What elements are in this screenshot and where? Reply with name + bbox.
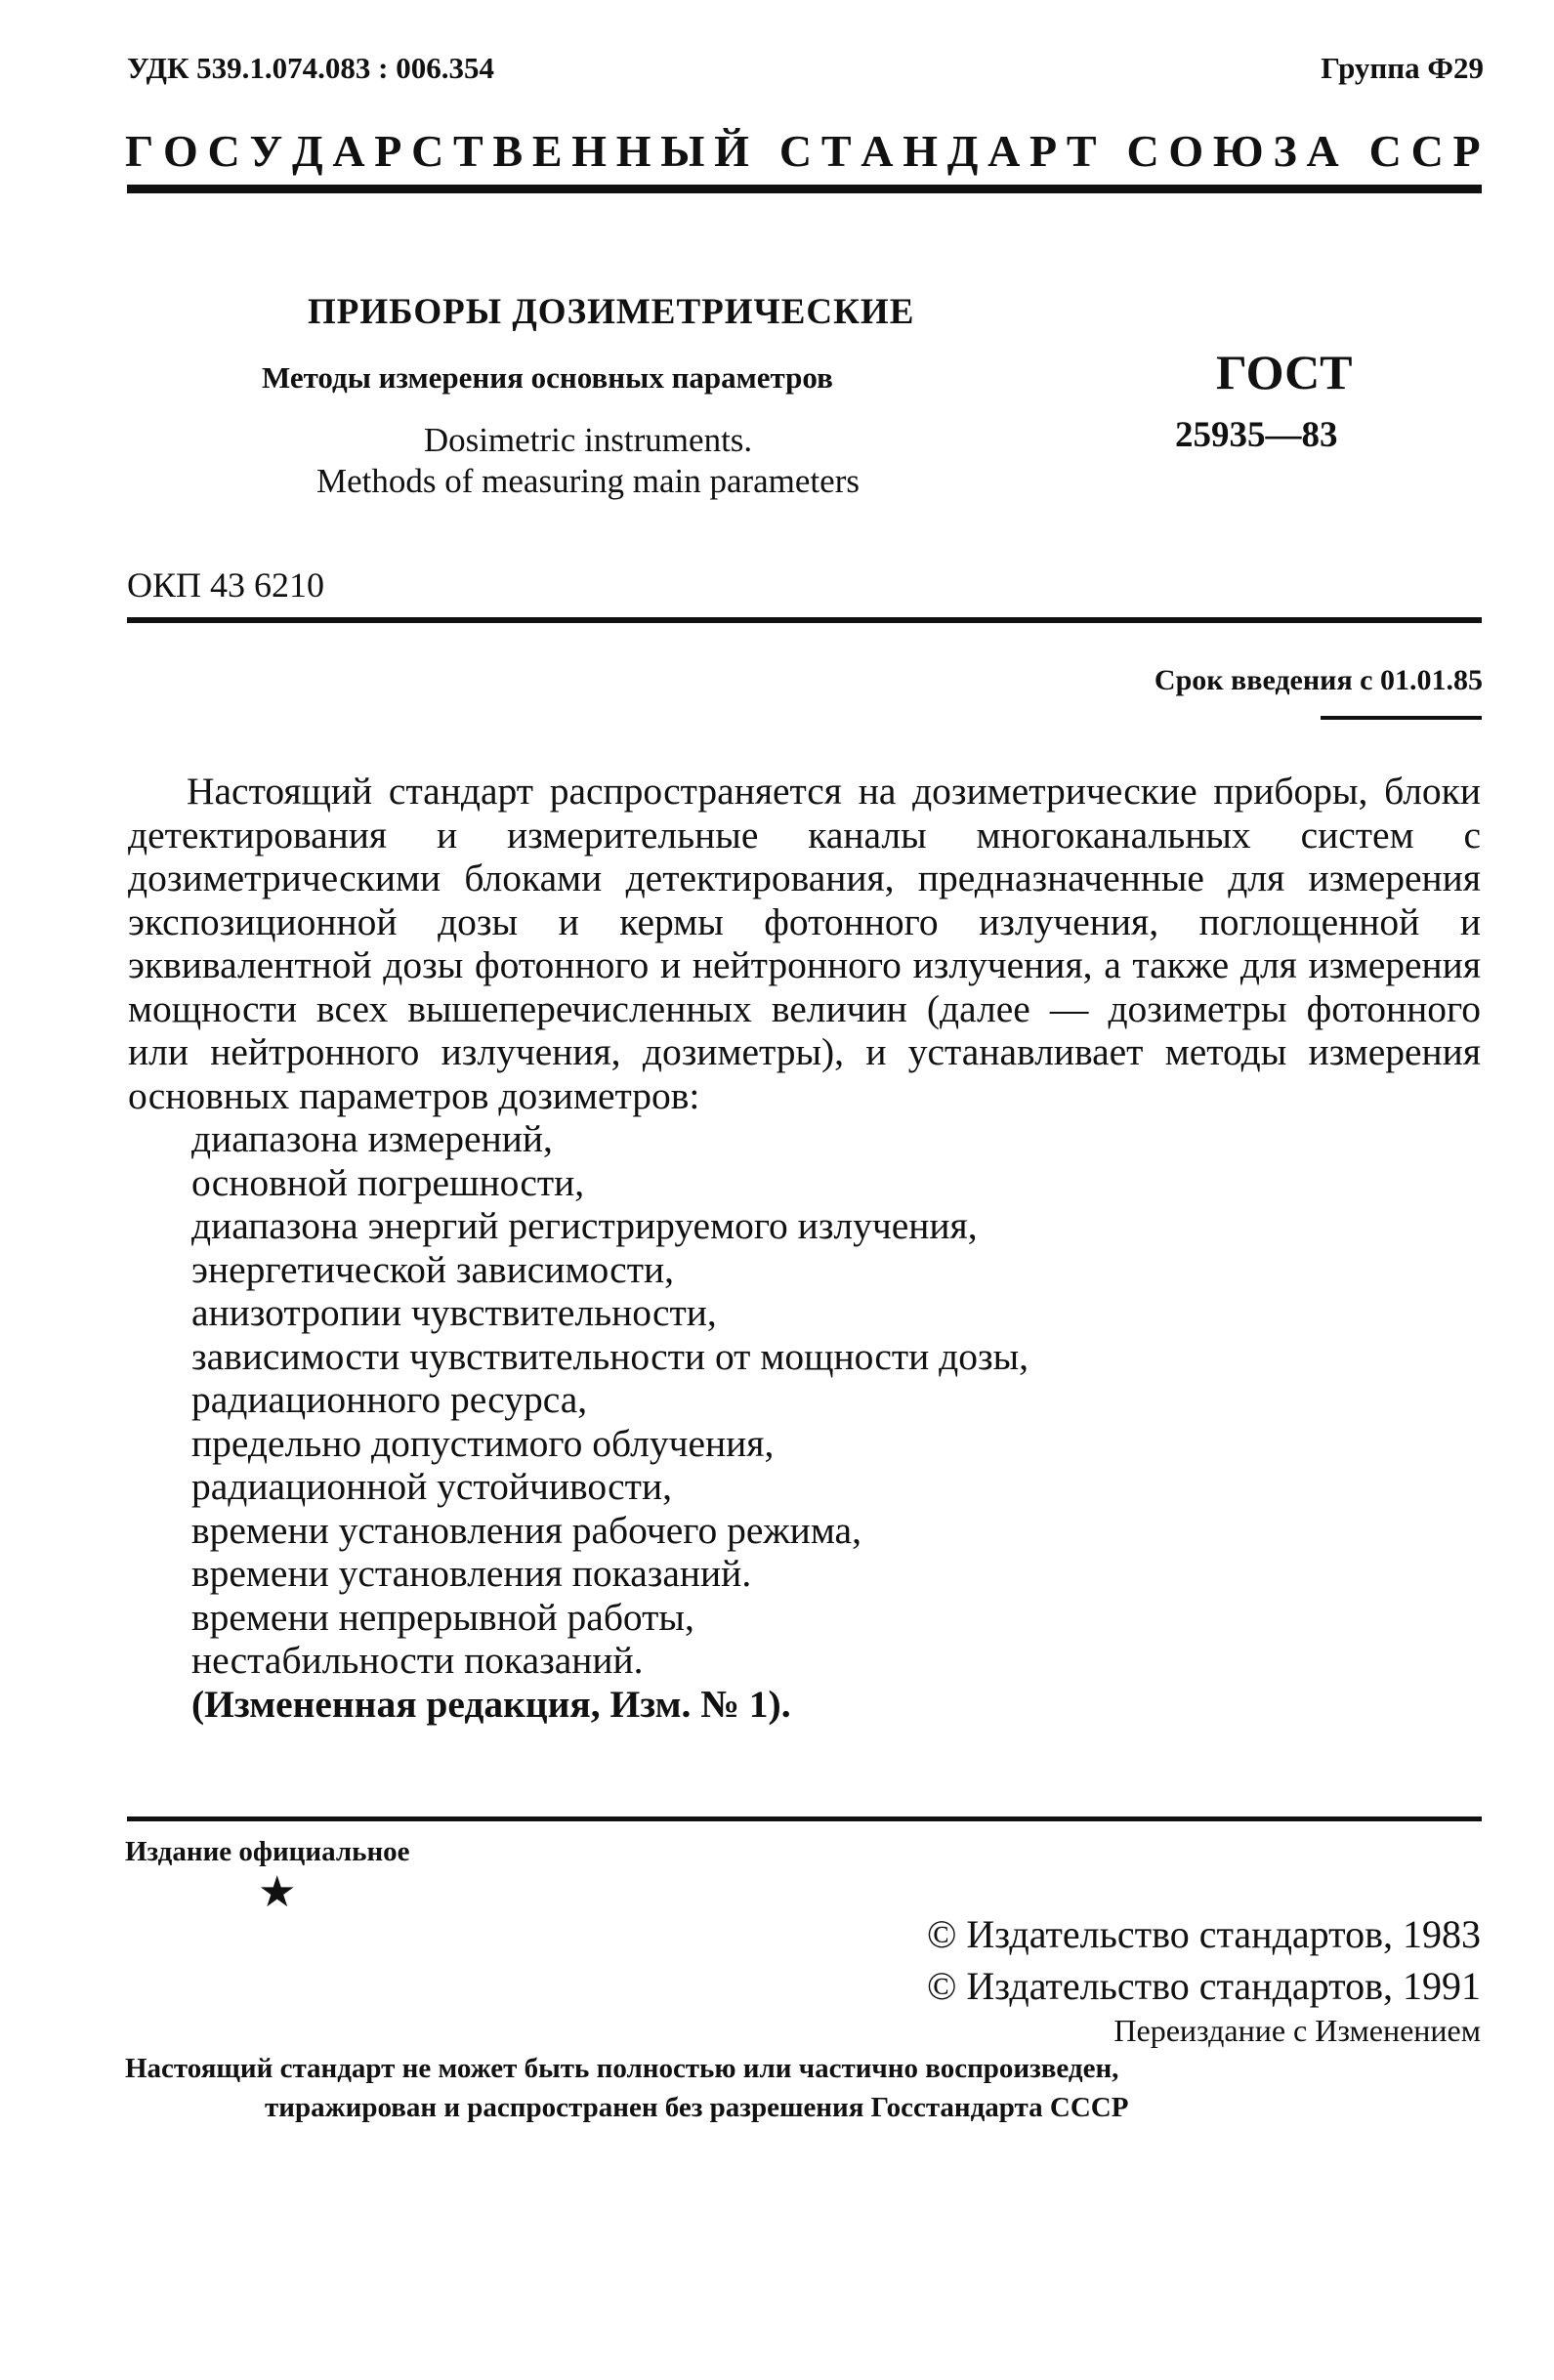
list-item: энергетической зависимости, — [191, 1247, 674, 1291]
list-item: времени установления показаний. — [191, 1552, 752, 1595]
heading-letter: Н — [903, 126, 938, 176]
official-edition-label: Издание официальное — [125, 1836, 410, 1867]
list-item: диапазона энергий регистрируемого излучения, — [191, 1204, 978, 1247]
amendment-note: (Измененная редакция, Изм. № 1). — [191, 1682, 791, 1726]
list-item: анизотропии чувствительности, — [191, 1291, 717, 1334]
heading-letter: А — [1306, 126, 1339, 176]
heading-letter: А — [332, 126, 365, 176]
heading-letter: Т — [1066, 126, 1097, 176]
heading-letter: А — [861, 126, 894, 176]
list-item: времени установления рабочего режима, — [191, 1508, 861, 1552]
copyright-1983: © Издательство стандартов, 1983 — [926, 1912, 1481, 1956]
star-icon: ★ — [258, 1868, 297, 1916]
list-item: нестабильности показаний. — [191, 1639, 644, 1682]
heading-letter: С — [207, 126, 240, 176]
heading-letter: Д — [291, 126, 323, 176]
effective-date: Срок введения с 01.01.85 — [1154, 664, 1483, 696]
udk-code: УДК 539.1.074.083 : 006.354 — [127, 51, 494, 85]
heading-letter: Н — [571, 126, 608, 176]
english-title — [266, 420, 910, 502]
gost-number: 25935—83 — [1175, 415, 1338, 455]
okp-code: ОКП 43 6210 — [127, 565, 325, 605]
document-body — [128, 770, 1481, 1726]
reproduction-notice-line-2: тиражирован и распространен без разрешения Госстандарта СССР — [265, 2092, 1129, 2123]
heading-letter: С — [411, 126, 444, 176]
heading-letter: С — [1126, 126, 1159, 176]
heading-letter: А — [987, 126, 1021, 176]
heading-letter: З — [1273, 126, 1297, 176]
document-subtitle: Методы измерения основных параметров — [262, 360, 833, 395]
list-item: диапазона измерений, — [191, 1117, 553, 1160]
copyright-1991: © Издательство стандартов, 1991 — [926, 1964, 1481, 2008]
reproduction-notice-line-1: Настоящий стандарт не может быть полностью или частично воспроизведен, — [125, 2053, 1119, 2084]
heading-letter: С — [778, 126, 813, 176]
heading-letter: О — [163, 126, 198, 176]
list-item: радиационной устойчивости, — [191, 1465, 672, 1508]
heading-letter: Ы — [660, 126, 705, 176]
heading-letter: Д — [946, 126, 979, 176]
heading-letter — [759, 125, 771, 177]
okp-divider — [127, 617, 1482, 623]
document-title: ПРИБОРЫ ДОЗИМЕТРИЧЕСКИЕ — [308, 292, 915, 332]
heading-letter — [1348, 125, 1360, 177]
heading-letter: Й — [714, 126, 749, 176]
list-item: зависимости чувствительности от мощности дозы, — [191, 1334, 1029, 1378]
heading-letter: Н — [615, 126, 651, 176]
list-item: радиационного ресурса, — [191, 1378, 588, 1421]
heading-letter: У — [249, 126, 283, 176]
list-item: предельно допустимого облучения, — [191, 1421, 775, 1465]
heading-letter: Р — [374, 126, 402, 176]
heading-letter: Т — [820, 126, 852, 176]
scope-paragraph: Настоящий стандарт распространяется на дозиметрические приборы, блоки детектирования и измерительные каналы многоканальных систем с дозиметрическими блоками детектирования, предназначенные для измерения экспозиционной дозы и кермы фотонного излучения, поглощенной и эквивалентной дозы фотонного и нейтронного излучения, а также для измерения мощности всех вышеперечисленных величин (далее — дозиметры фотонного или нейтронного излучения, дозиметры), и устанавливает методы измерения основных параметров дозиметров: — [128, 770, 1481, 1117]
heading-letter: Е — [531, 126, 563, 176]
parameter-list — [191, 1117, 1481, 1683]
heading-letter: С — [1368, 126, 1402, 176]
list-item: времени непрерывной работы, — [191, 1595, 694, 1639]
heading-letter — [1106, 125, 1117, 177]
heading-letter: Р — [1452, 126, 1481, 176]
heading-letter: Г — [125, 126, 154, 176]
gost-label: ГОСТ — [1216, 345, 1353, 399]
header-divider — [127, 185, 1482, 193]
group-code: Группа Ф29 — [1321, 51, 1484, 85]
state-standard-heading — [125, 125, 1481, 177]
effective-date-underline — [1321, 716, 1482, 720]
list-item: основной погрешности, — [191, 1160, 585, 1204]
heading-letter: В — [492, 126, 524, 176]
heading-letter: Ю — [1212, 126, 1264, 176]
heading-letter: Т — [453, 126, 483, 176]
english-title-line-2: Methods of measuring main parameters — [316, 462, 860, 500]
english-title-line-1: Dosimetric instruments. — [423, 421, 753, 459]
heading-letter: Р — [1029, 126, 1058, 176]
heading-letter: С — [1410, 126, 1444, 176]
reissue-note: Переиздание с Изменением — [1113, 2013, 1481, 2048]
heading-letter: О — [1168, 126, 1204, 176]
footer-divider — [127, 1816, 1482, 1821]
